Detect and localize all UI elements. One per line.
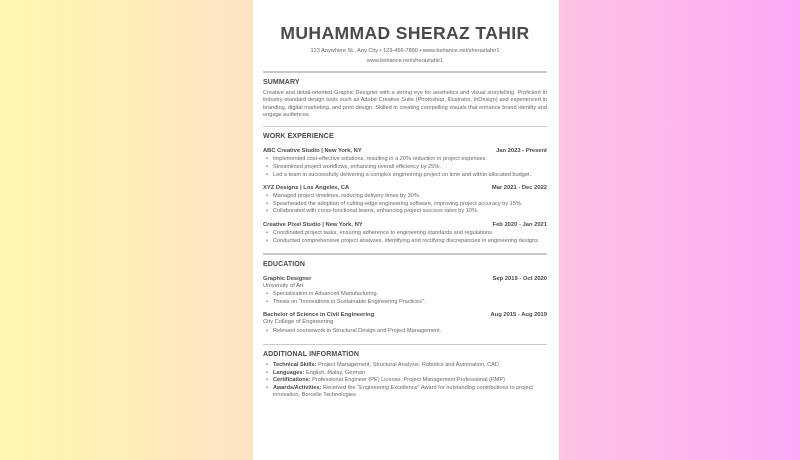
education-entry [263, 275, 547, 307]
job-entry [263, 184, 547, 216]
summary-text: Creative and detail-oriented Graphic Designer with a strong eye for aesthetics and visual storytelling. Proficient in industry-standard design tools such as Adobe Creative Suite (Photoshop, Illustrator, InDesign) and experienced in branding, digital marketing, and print design. Skilled in creating compelling visuals that enhance brand identity and engage audiences. [263, 89, 547, 119]
job-company: Creative Pixel Studio | New York, NY [263, 221, 363, 228]
job-bullet: • Led a team in successfully delivering a complex engineering project on time and within allocated budget. [263, 172, 547, 180]
additional-info-item [263, 385, 547, 400]
job-bullet: • Managed project timelines, reducing delivery times by 30%. [263, 193, 547, 201]
additional-info-item [263, 377, 547, 385]
additional-info-value: English, Malay, German [304, 369, 366, 376]
job-dates: Mar 2021 - Dec 2022 [491, 185, 547, 192]
section-divider [263, 126, 547, 128]
additional-info-label: Technical Skills: [273, 362, 317, 369]
job-company: ABC Creative Studio | New York, NY [263, 148, 362, 155]
additional-info-label: Awards/Activities: [273, 384, 322, 391]
job-bullet: • Conducted comprehensive project analyses, identifying and rectifying discrepancies in engineering designs. [263, 238, 547, 246]
additional-info-label: Certifications: [273, 377, 311, 384]
additional-info-value: Received the "Engineering Excellence" Award for outstanding contributions to project innovation, Borcelle Technologies [273, 384, 533, 399]
job-bullet: • Spearheaded the adoption of cutting-edge engineering software, improving project accuracy by 15%. [263, 201, 547, 209]
job-company: XYZ Designs | Los Angeles, CA [263, 185, 350, 192]
job-dates: Feb 2020 - Jan 2021 [492, 221, 547, 228]
job-dates: Jan 2023 - Present [496, 148, 547, 155]
additional-info-item [263, 362, 547, 370]
job-entry [263, 147, 547, 179]
contact-website: www.behance.net/sheraztahir1 [366, 58, 444, 64]
additional-info-value: Project Management, Structural Analysis, Robotics and Automation, CAD [316, 362, 499, 369]
additional-info-label: Languages: [273, 369, 305, 376]
contact-line: 123 Anywhere St., Any City • 123-456-7890 • www.behance.net/sheraztahir1 [310, 48, 500, 54]
education-bullet: • Thesis on "Innovations in Sustainable Engineering Practices". [263, 299, 547, 307]
additional-info-heading: ADDITIONAL INFORMATION [263, 351, 360, 359]
education-dates: Aug 2015 - Aug 2019 [490, 312, 547, 319]
additional-info-item [263, 370, 547, 378]
education-degree: Bachelor of Science in Civil Engineering [263, 312, 375, 319]
work-experience-heading: WORK EXPERIENCE [263, 133, 334, 141]
section-divider [263, 253, 547, 255]
job-entry [263, 221, 547, 245]
job-bullet: • Coordinated project tasks, ensuring adherence to engineering standards and regulations. [263, 230, 547, 238]
summary-heading: SUMMARY [263, 78, 300, 86]
additional-info-value: Professional Engineer (PE) License, Project Management Professional (PMP) [310, 377, 505, 384]
education-degree: Graphic Designer [263, 275, 312, 282]
education-bullet: • Relevant coursework in Structural Design and Project Management. [263, 328, 547, 336]
section-divider [263, 71, 547, 73]
education-school: University of Art [263, 282, 304, 289]
resume-page [253, 0, 559, 460]
section-divider [263, 344, 547, 346]
job-bullet: • Collaborated with cross-functional teams, enhancing project success rates by 10%. [263, 208, 547, 216]
education-heading: EDUCATION [263, 260, 305, 268]
candidate-name: MUHAMMAD SHERAZ TAHIR [280, 23, 530, 43]
education-entry [263, 311, 547, 335]
job-bullet: • Implemented cost-effective solutions, resulting in a 20% reduction in project expenses. [263, 156, 547, 164]
education-bullet: • Specialization in Advanced Manufacturing. [263, 291, 547, 299]
education-dates: Sep 2019 - Oct 2020 [492, 275, 547, 282]
education-school: City College of Engineering [263, 319, 334, 326]
job-bullet: • Streamlined project workflows, enhancing overall efficiency by 25%. [263, 164, 547, 172]
